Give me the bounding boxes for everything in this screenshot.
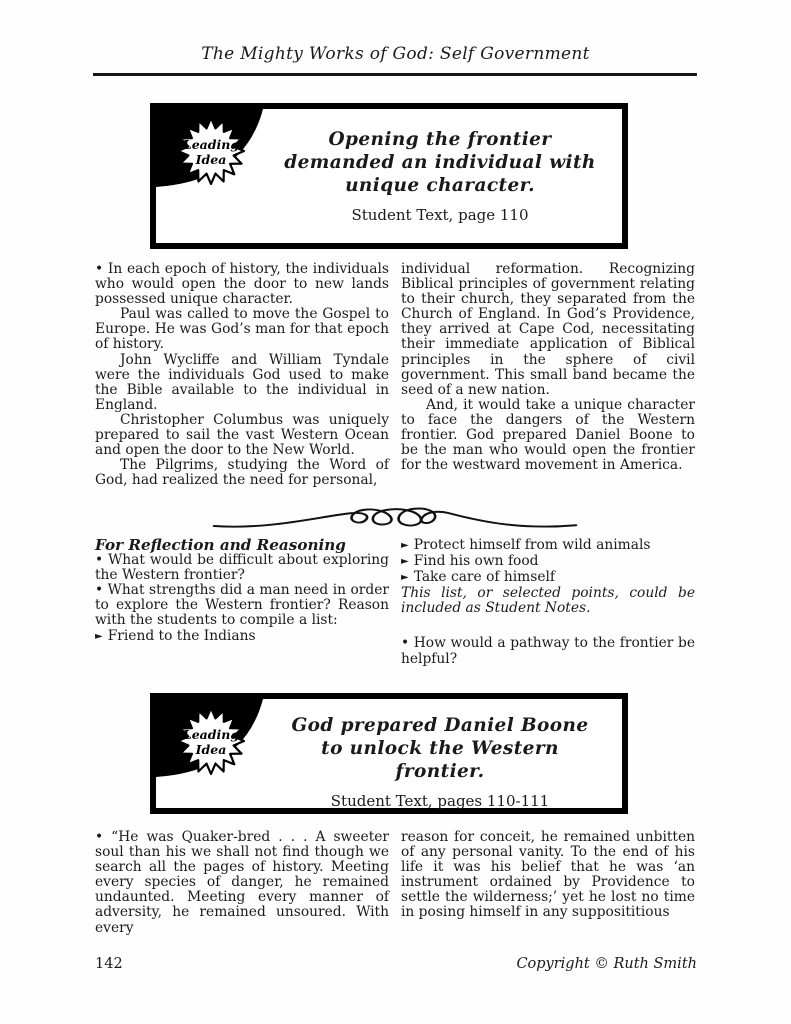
paragraph bbox=[95, 262, 389, 307]
leading-idea-subtitle: Student Text, page 110 bbox=[351, 206, 529, 224]
body-section-1 bbox=[95, 262, 695, 488]
reflection-section bbox=[95, 538, 695, 667]
arrow-bullet-icon: ► bbox=[401, 556, 409, 568]
leading-idea-title: Opening the frontier demanded an individual with unique character. bbox=[284, 129, 596, 196]
leading-idea-content bbox=[268, 109, 622, 243]
badge-label-line1: Leading bbox=[182, 727, 240, 742]
bullet-icon: • bbox=[95, 261, 104, 277]
badge-label-line2: Idea bbox=[195, 152, 227, 167]
paragraph: And, it would take a unique character to face the dangers of the Western frontier. God prepared Daniel Boone to be the man who would open the frontier for the westward movement in America. bbox=[401, 396, 695, 474]
question-paragraph bbox=[95, 553, 389, 583]
body-column-right bbox=[401, 262, 695, 488]
page-header-title: The Mighty Works of God: Self Government bbox=[201, 44, 590, 64]
bullet-icon: • bbox=[95, 582, 104, 599]
paragraph bbox=[95, 830, 389, 936]
arrow-bullet-icon: ► bbox=[401, 540, 409, 551]
paragraph: Paul was called to move the Gospel to Europe. He was God’s man for that epoch of history. bbox=[95, 306, 389, 353]
reflection-column-left bbox=[95, 538, 389, 667]
arrow-list-item bbox=[401, 538, 695, 554]
reflection-column-right bbox=[401, 538, 695, 667]
arrow-bullet-icon: ► bbox=[401, 572, 409, 584]
question-text: How would a pathway to the frontier be helpful? bbox=[401, 635, 695, 667]
paragraph: The Pilgrims, studying the Word of God, had realized the need for personal, bbox=[95, 457, 389, 489]
list-item-text: Friend to the Indians bbox=[107, 627, 256, 644]
badge-label-line2: Idea bbox=[195, 742, 227, 757]
bullet-icon: • bbox=[401, 635, 410, 652]
starburst-icon bbox=[156, 699, 268, 779]
question-paragraph bbox=[95, 583, 389, 628]
body-column-left bbox=[95, 262, 389, 488]
leading-idea-subtitle: Student Text, pages 110-111 bbox=[330, 792, 550, 810]
paragraph: John Wycliffe and William Tyndale were the individuals God used to make the Bible available to the individual in England. bbox=[95, 351, 389, 413]
question-paragraph bbox=[401, 636, 695, 666]
starburst-icon bbox=[156, 109, 268, 189]
leading-idea-badge bbox=[156, 699, 268, 808]
body-column-right bbox=[401, 830, 695, 936]
footer-copyright: Copyright © Ruth Smith bbox=[516, 956, 697, 972]
list-item-text: Find his own food bbox=[413, 553, 539, 570]
flourish-divider-icon bbox=[210, 502, 580, 532]
bullet-icon: • bbox=[95, 829, 104, 845]
list-item-text: Protect himself from wild animals bbox=[413, 537, 651, 553]
leading-idea-content bbox=[268, 699, 622, 808]
question-text: What would be difficult about exploring the Western frontier? bbox=[95, 552, 390, 584]
leading-idea-title: God prepared Daniel Boone to unlock the Western frontier. bbox=[291, 715, 589, 782]
question-text: What strengths did a man need in order to explore the Western frontier? Reason with the students to compile a list: bbox=[95, 582, 389, 629]
paragraph-text: “He was Quaker-bred . . . A sweeter soul than his we shall not find though we search all the pages of history. Meeting every species of danger, he remained undaunted. Meeting every manner of adversity, he remained unsoured. With every bbox=[95, 829, 389, 936]
arrow-list-item bbox=[401, 570, 695, 586]
reflection-heading: For Reflection and Reasoning bbox=[95, 536, 346, 554]
badge-label-line1: Leading bbox=[182, 137, 240, 152]
header-rule-divider bbox=[93, 73, 697, 76]
leading-idea-box-2 bbox=[150, 693, 628, 814]
leading-idea-badge bbox=[156, 109, 268, 243]
body-section-2 bbox=[95, 830, 695, 936]
body-column-left bbox=[95, 830, 389, 936]
arrow-bullet-icon: ► bbox=[95, 630, 103, 642]
arrow-list-item bbox=[401, 554, 695, 570]
leading-idea-box-1 bbox=[150, 103, 628, 249]
list-item-text: Take care of himself bbox=[413, 569, 556, 586]
paragraph-text: In each epoch of history, the individuals who would open the door to new lands possessed unique character. bbox=[95, 261, 389, 308]
paragraph: individual reformation. Recognizing Biblical principles of government relating to their church, they separated from the Church of England. In God’s Providence, they arrived at Cape Cod, necessitating their immediate application of Biblical principles in the sphere of civil government. This small band became the seed of a new nation. bbox=[401, 261, 695, 398]
student-notes-note: This list, or selected points, could be included as Student Notes. bbox=[401, 585, 695, 617]
footer-page-number: 142 bbox=[95, 956, 123, 972]
arrow-list-item bbox=[95, 629, 389, 645]
bullet-icon: • bbox=[95, 552, 104, 569]
paragraph: reason for conceit, he remained unbitten of any personal vanity. To the end of his life it was his belief that he was ‘an instrument ordained by Providence to settle the wilderness;’ yet he lost no time in posing himself in any supposititious bbox=[401, 829, 695, 921]
paragraph: Christopher Columbus was uniquely prepared to sail the vast Western Ocean and open the door to the New World. bbox=[95, 411, 389, 459]
